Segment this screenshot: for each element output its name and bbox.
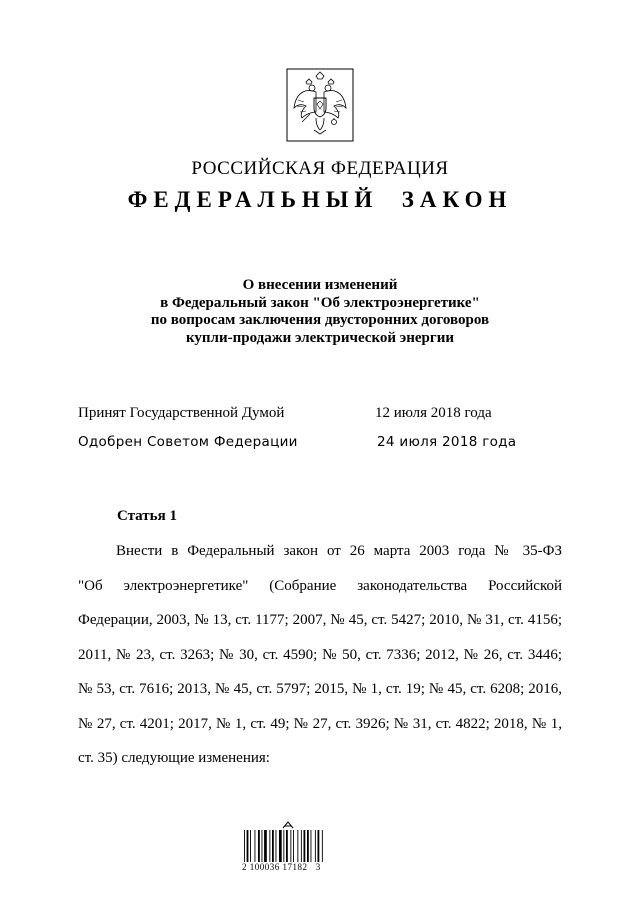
barcode-bars — [242, 830, 334, 862]
law-title-line: купли-продажи электрической энергии — [185, 329, 454, 346]
coat-of-arms-icon — [286, 68, 354, 142]
registry-logo-icon — [281, 820, 295, 830]
law-title-line: О внесении изменений — [242, 277, 398, 293]
law-title — [0, 277, 640, 347]
article-line: № 27, ст. 4201; 2017, № 1, ст. 49; № 27, ст. 3926; № 31, ст. 4822; 2018, № 1, — [78, 715, 562, 732]
barcode — [242, 820, 334, 872]
council-approval-label: Одобрен Советом Федерации — [78, 434, 298, 450]
article-line: 2011, № 23, ст. 3263; № 30, ст. 4590; № 50, ст. 7336; 2012, № 26, ст. 3446; — [78, 646, 562, 663]
document-type: ФЕДЕРАЛЬНЫЙ ЗАКОН — [127, 187, 513, 212]
country-name: РОССИЙСКАЯ ФЕДЕРАЦИЯ — [191, 158, 449, 179]
article-body — [78, 534, 562, 776]
law-title-line: в Федеральный закон "Об электроэнергетике" — [160, 294, 480, 311]
article-line: Федерации, 2003, № 13, ст. 1177; 2007, № 45, ст. 5427; 2010, № 31, ст. 4156; — [78, 612, 562, 628]
article-heading: Статья 1 — [117, 508, 177, 524]
duma-adoption-date: 12 июля 2018 года — [375, 405, 492, 421]
article-line: Внести в Федеральный закон от 26 марта 2003 года № 35-ФЗ — [116, 543, 562, 559]
council-approval-date: 24 июля 2018 года — [377, 434, 517, 450]
article-line: № 53, ст. 7616; 2013, № 45, ст. 5797; 2015, № 1, ст. 19; № 45, ст. 6208; 2016, — [78, 681, 562, 697]
law-title-line: по вопросам заключения двусторонних договоров — [150, 312, 490, 328]
article-line: ст. 35) следующие изменения: — [78, 750, 270, 766]
barcode-number: 2 100036 17182 3 — [242, 862, 321, 872]
article-line: "Об электроэнергетике" (Собрание законодательства Российской — [78, 577, 562, 594]
duma-adoption-label: Принят Государственной Думой — [78, 405, 285, 421]
